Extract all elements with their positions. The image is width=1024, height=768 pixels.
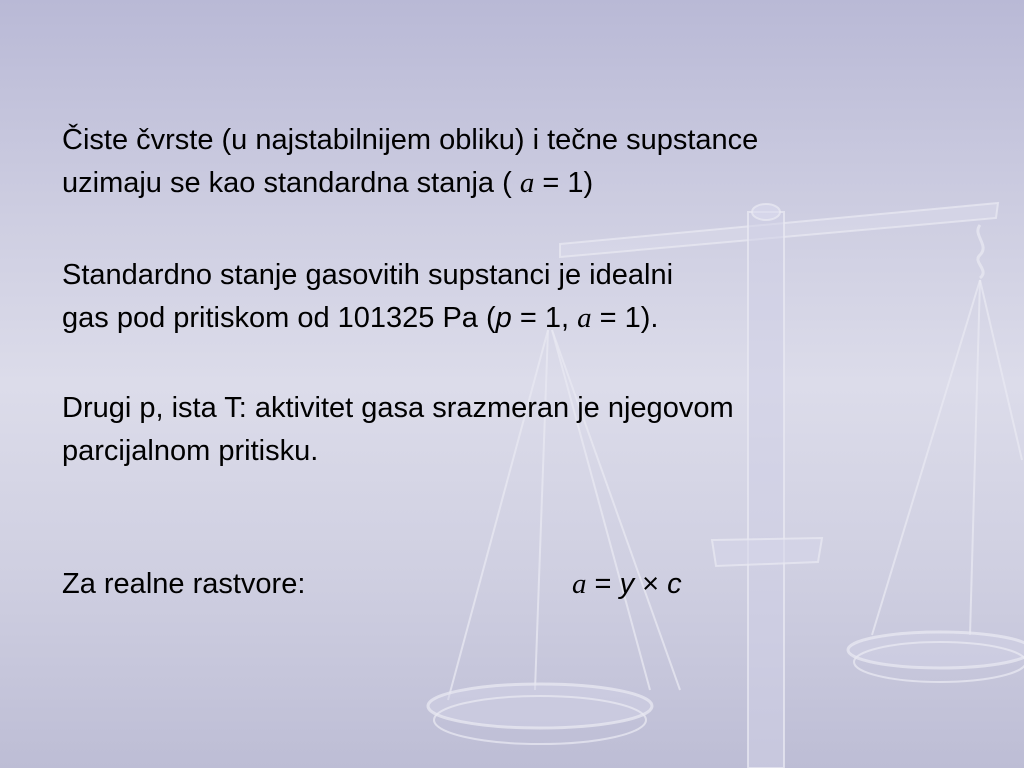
paragraph-gas-standard-state bbox=[62, 254, 673, 340]
activity-equation bbox=[572, 563, 682, 606]
para3-line1: Drugi p, ista T: aktivitet gasa srazmeran je njegovom bbox=[62, 392, 734, 424]
paragraph-real-solutions bbox=[62, 563, 305, 606]
eq-equals: = bbox=[586, 568, 620, 600]
eq-coefficient-symbol: y bbox=[619, 568, 635, 600]
pressure-symbol: p bbox=[495, 302, 512, 334]
activity-symbol: a bbox=[519, 167, 535, 199]
activity-symbol: a bbox=[577, 302, 592, 334]
para2-mid: = 1, bbox=[511, 302, 578, 334]
real-solutions-label: Za realne rastvore: bbox=[62, 568, 306, 600]
para2-line1: Standardno stanje gasovitih supstanci je idealni bbox=[62, 259, 674, 291]
para1-line2-prefix: uzimaju se kao standardna stanja ( bbox=[62, 167, 520, 199]
para2-line2-suffix: = 1). bbox=[591, 302, 659, 334]
para1-line2-suffix: = 1) bbox=[534, 167, 594, 199]
paragraph-gas-activity bbox=[62, 387, 734, 473]
eq-concentration-symbol: c bbox=[667, 568, 682, 600]
para2-line2-prefix: gas pod pritiskom od 101325 Pa ( bbox=[62, 302, 496, 334]
eq-times: × bbox=[634, 568, 668, 600]
para3-line2: parcijalnom pritisku. bbox=[62, 435, 319, 467]
eq-activity-symbol: a bbox=[572, 568, 587, 600]
para1-line1: Čiste čvrste (u najstabilnijem obliku) i tečne supstance bbox=[62, 124, 759, 156]
paragraph-pure-substances bbox=[62, 119, 758, 205]
